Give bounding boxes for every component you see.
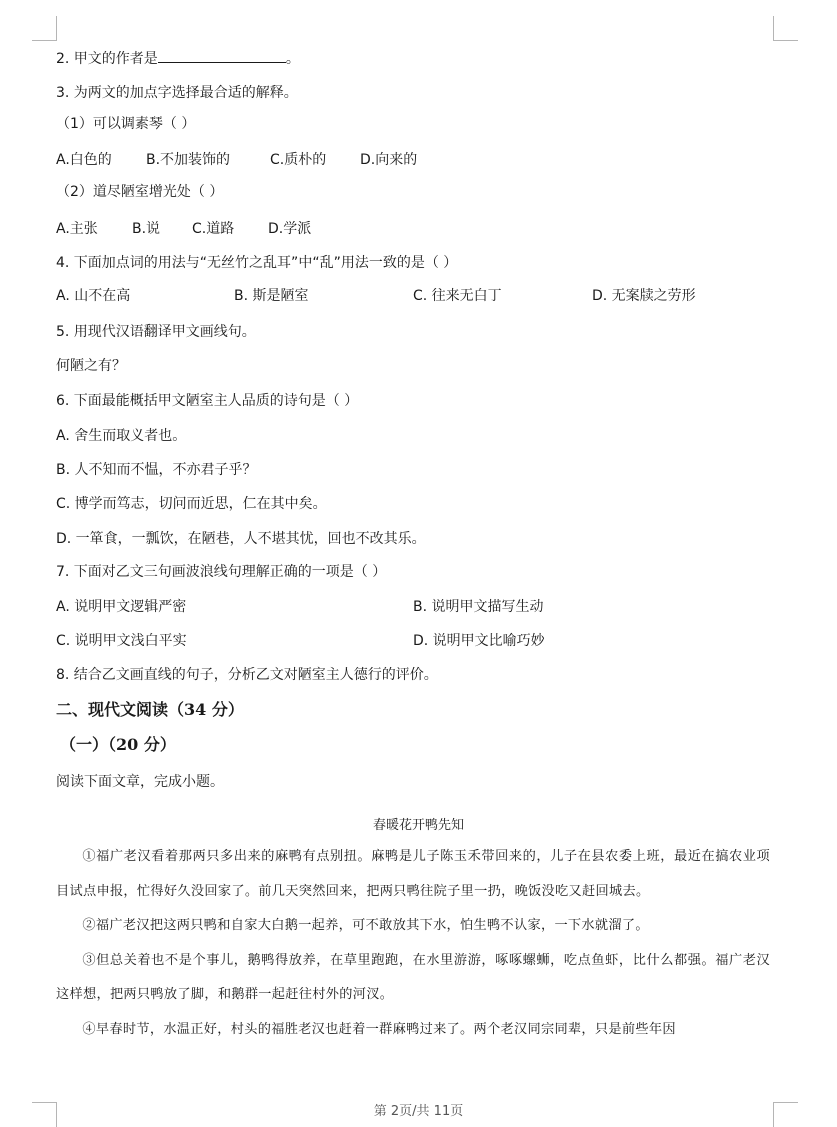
question-4: 4. 下面加点词的用法与“无丝竹之乱耳”中“乱”用法一致的是（ ） (56, 255, 458, 271)
subsection-1-heading: （一）（20 分） (60, 735, 176, 754)
question-2-end: 。 (285, 51, 300, 67)
question-2 (56, 48, 300, 69)
q4-option-b: B. 斯是陋室 (234, 288, 309, 304)
q4-option-a: A. 山不在高 (56, 288, 131, 304)
q7-option-a: A. 说明甲文逻辑严密 (56, 599, 187, 615)
q7-option-b: B. 说明甲文描写生动 (413, 599, 544, 615)
paragraph-1: ①福广老汉看着那两只多出来的麻鸭有点别扭。麻鸭是儿子陈玉禾带回来的，儿子在县农委上班，最近在搞农业项目试点申报，忙得好久没回家了。前几天突然回来，把两只鸭往院子里一扔，晚饭没吃又赶回城去。 (56, 849, 770, 899)
q3-1-option-b: B.不加装饰的 (146, 152, 231, 168)
crop-mark-top-right (773, 16, 798, 41)
question-2-text: 2. 甲文的作者是 (56, 51, 158, 67)
question-3-2: （2）道尽陋室增光处（ ） (56, 184, 224, 200)
question-6: 6. 下面最能概括甲文陋室主人品质的诗句是（ ） (56, 393, 359, 409)
article-body (56, 840, 770, 1047)
answer-blank[interactable] (158, 48, 286, 63)
q7-option-d: D. 说明甲文比喻巧妙 (413, 633, 545, 649)
q3-2-option-b: B.说 (132, 221, 161, 237)
q6-option-a: A. 舍生而取义者也。 (56, 428, 187, 444)
q6-option-b: B. 人不知而不愠，不亦君子乎？ (56, 462, 257, 478)
q4-option-d: D. 无案牍之劳形 (592, 288, 696, 304)
article-title: 春暖花开鸭先知 (372, 818, 464, 833)
q3-1-option-c: C.质朴的 (270, 152, 327, 168)
question-3: 3. 为两文的加点字选择最合适的解释。 (56, 85, 298, 101)
q6-option-c: C. 博学而笃志，切问而近思，仁在其中矣。 (56, 496, 327, 512)
page-footer: 第 2页/共 11页 (373, 1104, 464, 1119)
paragraph-3: ③但总关着也不是个事儿，鹅鸭得放养，在草里跑跑，在水里游游，啄啄螺蛳，吃点鱼虾，比什么都强。福广老汉这样想，把两只鸭放了脚，和鹅群一起赶往村外的河汊。 (56, 952, 770, 1002)
question-5-sentence: 何陋之有？ (56, 358, 126, 374)
q6-option-d: D. 一箪食，一瓢饮，在陋巷，人不堪其忧，回也不改其乐。 (56, 531, 426, 547)
q3-2-option-c: C.道路 (192, 221, 235, 237)
paragraph-4: ④早春时节，水温正好，村头的福胜老汉也赶着一群麻鸭过来了。两个老汉同宗同辈，只是前些年因 (82, 1021, 676, 1037)
question-3-1: （1）可以调素琴（ ） (56, 116, 196, 132)
q3-1-option-d: D.向来的 (360, 152, 418, 168)
q7-option-c: C. 说明甲文浅白平实 (56, 633, 187, 649)
crop-mark-top-left (32, 16, 57, 41)
question-8: 8. 结合乙文画直线的句子，分析乙文对陋室主人德行的评价。 (56, 667, 438, 683)
q3-1-option-a: A.白色的 (56, 152, 112, 168)
section-2-heading: 二、现代文阅读（34 分） (56, 700, 244, 719)
question-5: 5. 用现代汉语翻译甲文画线句。 (56, 324, 256, 340)
paragraph-2: ②福广老汉把这两只鸭和自家大白鹅一起养，可不敢放其下水，怕生鸭不认家，一下水就溜了。 (82, 918, 649, 933)
q3-2-option-d: D.学派 (268, 221, 312, 237)
reading-instruction: 阅读下面文章，完成小题。 (56, 774, 224, 790)
question-7: 7. 下面对乙文三句画波浪线句理解正确的一项是（ ） (56, 564, 387, 580)
q3-2-option-a: A.主张 (56, 221, 98, 237)
q4-option-c: C. 往来无白丁 (413, 288, 502, 304)
